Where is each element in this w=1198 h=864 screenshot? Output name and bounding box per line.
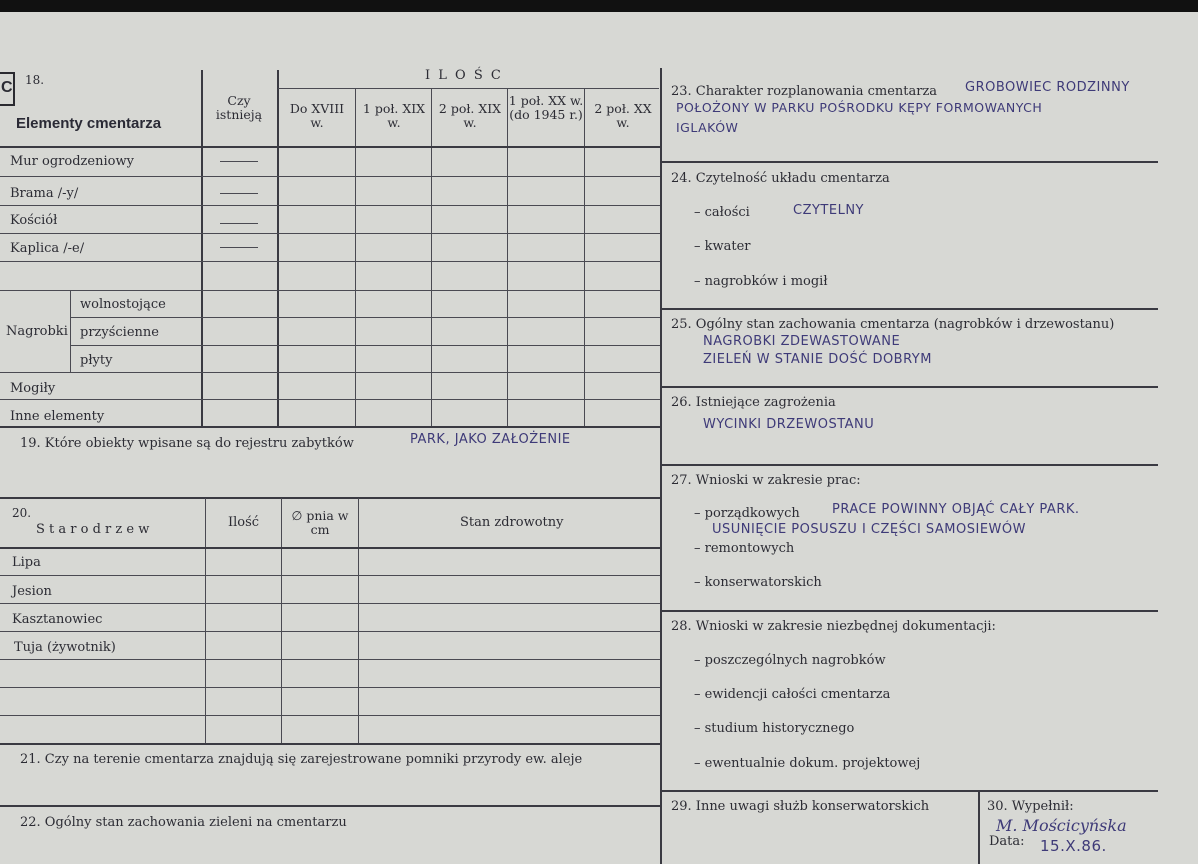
s26-answer: WYCINKI DRZEWOSTANU [703, 417, 875, 432]
s19-label: 19. Które obiekty wpisane są do rejestru zabytków [20, 436, 354, 451]
s30-signature: M. Mościcyńska [996, 816, 1127, 835]
s22-label: 22. Ogólny stan zachowania zieleni na cmentarzu [20, 815, 347, 830]
s18-nagrobki-wolnostojace: wolnostojące [80, 297, 166, 312]
s25-label: 25. Ogólny stan zachowania cmentarza (nagrobków i drzewostanu) [671, 317, 1115, 332]
s23-answer-line-2: POŁOŻONY W PARKU POŚRODKU KĘPY FORMOWANYCH [676, 100, 1043, 115]
s18-nagrobki-przyscienne: przyścienne [80, 325, 159, 340]
s24-item-kwater: – kwater [694, 239, 751, 254]
s21-label: 21. Czy na terenie cmentarza znajdują się zarejestrowane pomniki przyrody ew. aleje [20, 752, 583, 767]
s18-row-mogily: Mogiły [10, 381, 56, 396]
s25-answer-line-1: NAGROBKI ZDEWASTOWANE [703, 334, 901, 349]
s18-period-1: Do XVIII w. [289, 101, 345, 130]
s18-col-exists: Czy istnieją [215, 93, 263, 122]
s18-row-kosciol: Kościół [10, 213, 58, 228]
s20-col-ilosc: Ilość [228, 515, 260, 530]
s27-label: 27. Wnioski w zakresie prac: [671, 473, 861, 488]
s20-tree-kasztanowiec: Kasztanowiec [12, 612, 103, 627]
s19-answer: PARK, JAKO ZAŁOŻENIE [410, 432, 571, 447]
section-tag-letter: C [1, 79, 13, 96]
s27-item-porzadkowych: – porządkowych [694, 506, 800, 521]
s28-item-nagrobkow: – poszczególnych nagrobków [694, 653, 886, 668]
s30-date-label: Data: [989, 834, 1025, 849]
s20-tree-jesion: Jesion [12, 584, 52, 599]
s27-answer-line-1: PRACE POWINNY OBJĄĆ CAŁY PARK. [832, 502, 1080, 517]
s25-answer-line-2: ZIELEŃ W STANIE DOŚĆ DOBRYM [703, 352, 932, 367]
s26-label: 26. Istniejące zagrożenia [671, 395, 836, 410]
section-tag [0, 72, 15, 106]
s24-answer-calosci: CZYTELNY [793, 203, 864, 218]
s28-label: 28. Wnioski w zakresie niezbędnej dokumentacji: [671, 619, 996, 634]
s18-title: Elementy cmentarza [16, 115, 162, 132]
s18-period-2: 1 poł. XIX w. [362, 101, 426, 130]
s18-row-kaplica: Kaplica /-e/ [10, 241, 85, 256]
s23-answer-line-3: IGLAKÓW [676, 120, 739, 135]
s18-period-5: 2 poł. XX w. [594, 101, 652, 130]
s27-item-remontowych: – remontowych [694, 541, 795, 556]
s28-item-studium: – studium historycznego [694, 721, 855, 736]
s28-item-projektowej: – ewentualnie dokum. projektowej [694, 756, 921, 771]
s18-period-4: 1 poł. XX w. (do 1945 r.) [508, 93, 584, 122]
s18-number: 18. [25, 73, 45, 87]
s18-nagrobki-label: Nagrobki [6, 324, 68, 339]
s27-answer-line-2: USUNIĘCIE POSUSZU I CZĘŚCI SAMOSIEWÓW [712, 522, 1026, 537]
s30-label: 30. Wypełnił: [987, 799, 1074, 814]
s18-nagrobki-plyty: płyty [80, 353, 113, 368]
s24-item-calosci: – całości [694, 205, 750, 220]
s23-label: 23. Charakter rozplanowania cmentarza [671, 84, 938, 99]
s30-date-value: 15.X.86. [1040, 837, 1107, 855]
s18-period-3: 2 poł. XIX w. [438, 101, 502, 130]
s24-item-nagrobkow: – nagrobków i mogił [694, 274, 828, 289]
s20-col-stan: Stan zdrowotny [460, 515, 564, 530]
s20-number: 20. [12, 506, 32, 520]
s18-row-brama: Brama /-y/ [10, 186, 79, 201]
s18-row-mur: Mur ogrodzeniowy [10, 154, 134, 169]
s24-label: 24. Czytelność układu cmentarza [671, 171, 890, 186]
inventory-card [0, 12, 1198, 864]
s27-item-konserwatorskich: – konserwatorskich [694, 575, 822, 590]
s23-answer-line-1: GROBOWIEC RODZINNY [965, 80, 1130, 95]
s28-item-ewidencji: – ewidencji całości cmentarza [694, 687, 891, 702]
s20-tree-tuja: Tuja (żywotnik) [14, 640, 116, 655]
s18-ilosc-label: I L O Ś C [425, 68, 503, 83]
s18-row-inne: Inne elementy [10, 409, 105, 424]
s20-tree-lipa: Lipa [12, 555, 41, 570]
s20-title: S t a r o d r z e w [36, 522, 150, 537]
s29-label: 29. Inne uwagi służb konserwatorskich [671, 799, 930, 814]
s20-col-pnia: ∅ pnia w cm [291, 508, 349, 537]
